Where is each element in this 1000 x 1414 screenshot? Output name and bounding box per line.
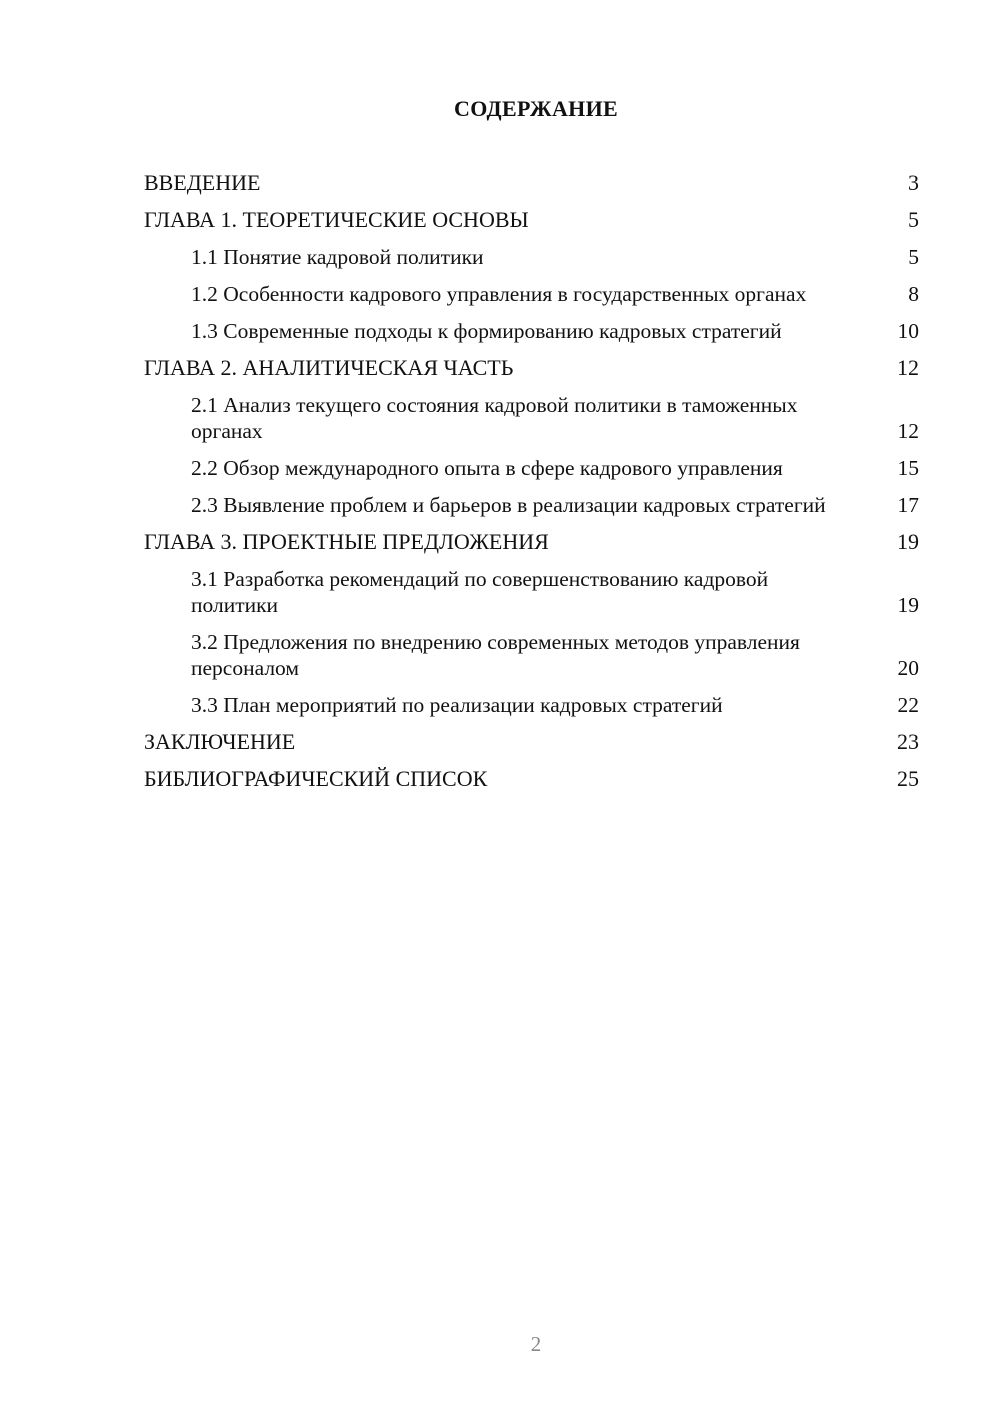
toc-entry-page: 20 [897, 656, 919, 680]
toc-entry-page: 5 [908, 245, 919, 269]
toc-entry-section-1-3[interactable] [144, 318, 919, 344]
toc-entry-page: 25 [897, 766, 919, 791]
toc-entry-page: 10 [897, 319, 919, 343]
toc-entry-title: 2.3 Выявление проблем и барьеров в реализации кадровых стратегий [191, 493, 826, 517]
toc-entry-page: 12 [897, 355, 919, 380]
toc-entry-page: 15 [897, 456, 919, 480]
toc-entry-title: ВВЕДЕНИЕ [144, 170, 261, 195]
toc-entry-page: 22 [897, 693, 919, 717]
toc-entry-chapter-3[interactable] [144, 529, 919, 555]
toc-entry-section-2-2[interactable] [144, 455, 919, 481]
toc-entry-section-3-1[interactable] [144, 566, 919, 618]
toc-entry-section-1-1[interactable] [144, 244, 919, 270]
toc-entry-title: 1.3 Современные подходы к формированию кадровых стратегий [191, 319, 782, 343]
toc-entry-title: 1.1 Понятие кадровой политики [191, 245, 484, 269]
toc-entry-title: 1.2 Особенности кадрового управления в государственных органах [191, 282, 807, 306]
toc-entry-title: 3.1 Разработка рекомендаций по совершенствованию кадровой политики [191, 567, 769, 617]
table-of-contents [144, 170, 919, 803]
toc-entry-page: 19 [897, 593, 919, 617]
toc-entry-chapter-2[interactable] [144, 355, 919, 381]
toc-entry-page: 5 [908, 207, 919, 232]
toc-entry-title: 2.1 Анализ текущего состояния кадровой политики в таможенных органах [191, 393, 798, 443]
toc-entry-page: 12 [897, 419, 919, 443]
toc-entry-title: ГЛАВА 2. АНАЛИТИЧЕСКАЯ ЧАСТЬ [144, 355, 514, 380]
toc-entry-title: ЗАКЛЮЧЕНИЕ [144, 729, 296, 754]
page-title: СОДЕРЖАНИЕ [454, 96, 618, 121]
toc-entry-introduction[interactable] [144, 170, 919, 196]
toc-entry-section-1-2[interactable] [144, 281, 919, 307]
toc-entry-section-3-3[interactable] [144, 692, 919, 718]
toc-entry-section-3-2[interactable] [144, 629, 919, 681]
toc-entry-page: 19 [897, 529, 919, 554]
toc-entry-title: ГЛАВА 1. ТЕОРЕТИЧЕСКИЕ ОСНОВЫ [144, 207, 529, 232]
page-number: 2 [530, 1332, 542, 1356]
toc-entry-conclusion[interactable] [144, 729, 919, 755]
toc-entry-page: 8 [908, 282, 919, 306]
toc-entry-title: БИБЛИОГРАФИЧЕСКИЙ СПИСОК [144, 766, 488, 791]
toc-entry-bibliography[interactable] [144, 766, 919, 792]
toc-entry-page: 3 [908, 170, 919, 195]
toc-entry-title: ГЛАВА 3. ПРОЕКТНЫЕ ПРЕДЛОЖЕНИЯ [144, 529, 549, 554]
toc-entry-title: 2.2 Обзор международного опыта в сфере кадрового управления [191, 456, 783, 480]
toc-entry-section-2-3[interactable] [144, 492, 919, 518]
toc-entry-section-2-1[interactable] [144, 392, 919, 444]
toc-entry-page: 17 [897, 493, 919, 517]
toc-entry-title: 3.3 План мероприятий по реализации кадровых стратегий [191, 693, 723, 717]
toc-entry-chapter-1[interactable] [144, 207, 919, 233]
toc-entry-page: 23 [897, 729, 919, 754]
toc-entry-title: 3.2 Предложения по внедрению современных методов управления персоналом [191, 630, 800, 680]
